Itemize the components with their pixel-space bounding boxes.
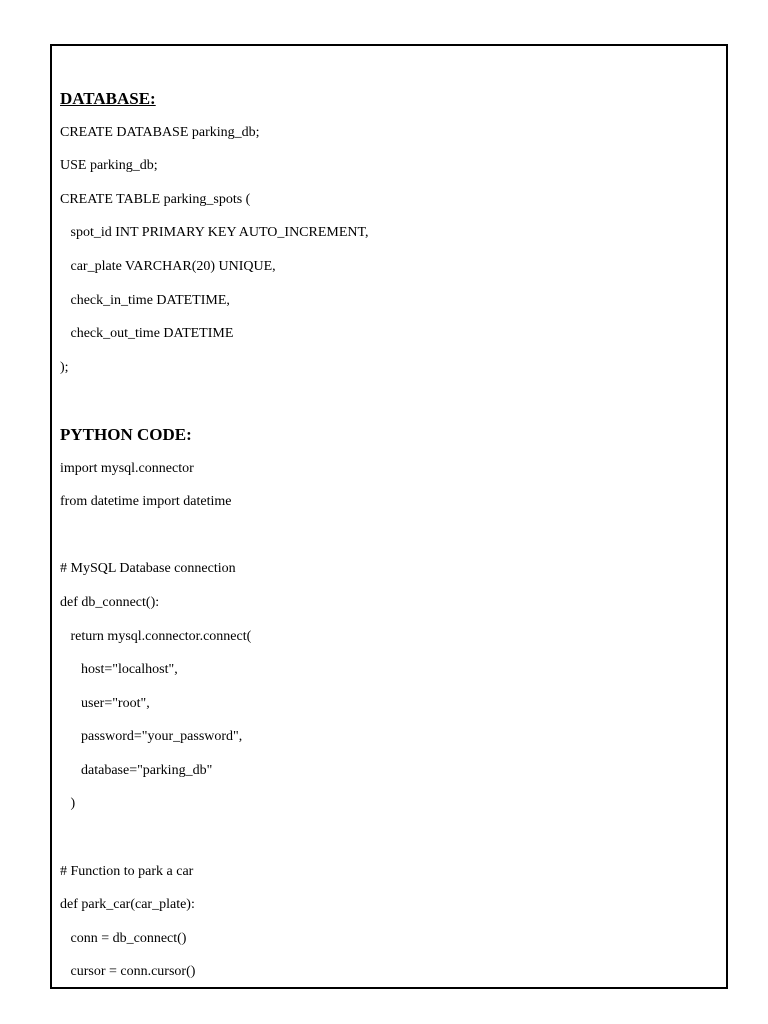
code-line: conn = db_connect() (60, 930, 187, 946)
code-line: ) (60, 796, 76, 812)
blank-line (60, 519, 718, 553)
document-page (50, 44, 728, 989)
code-line: host="localhost", (60, 662, 178, 678)
code-line: from datetime import datetime (60, 494, 232, 510)
blank-line (60, 821, 718, 855)
code-line: ); (60, 359, 69, 375)
code-comment: # Function to park a car (60, 863, 194, 879)
document-content (60, 82, 718, 989)
blank-line (60, 384, 718, 418)
code-line: password="your_password", (60, 729, 243, 745)
code-line: return mysql.connector.connect( (60, 628, 252, 644)
code-line: check_in_time DATETIME, (60, 292, 230, 308)
code-line: def db_connect(): (60, 594, 160, 610)
code-line: CREATE TABLE parking_spots ( (60, 191, 251, 207)
code-line: CREATE DATABASE parking_db; (60, 124, 260, 140)
code-line: car_plate VARCHAR(20) UNIQUE, (60, 258, 276, 274)
code-line: import mysql.connector (60, 460, 194, 476)
code-line: database="parking_db" (60, 762, 213, 778)
code-comment: # MySQL Database connection (60, 561, 236, 577)
code-line: USE parking_db; (60, 158, 158, 174)
python-heading: PYTHON CODE: (60, 424, 192, 444)
code-line: spot_id INT PRIMARY KEY AUTO_INCREMENT, (60, 225, 369, 241)
code-line: check_out_time DATETIME (60, 326, 234, 342)
code-line: user="root", (60, 695, 150, 711)
code-line: def park_car(car_plate): (60, 897, 195, 913)
database-heading: DATABASE: (60, 89, 156, 108)
code-line: cursor = conn.cursor() (60, 964, 196, 980)
